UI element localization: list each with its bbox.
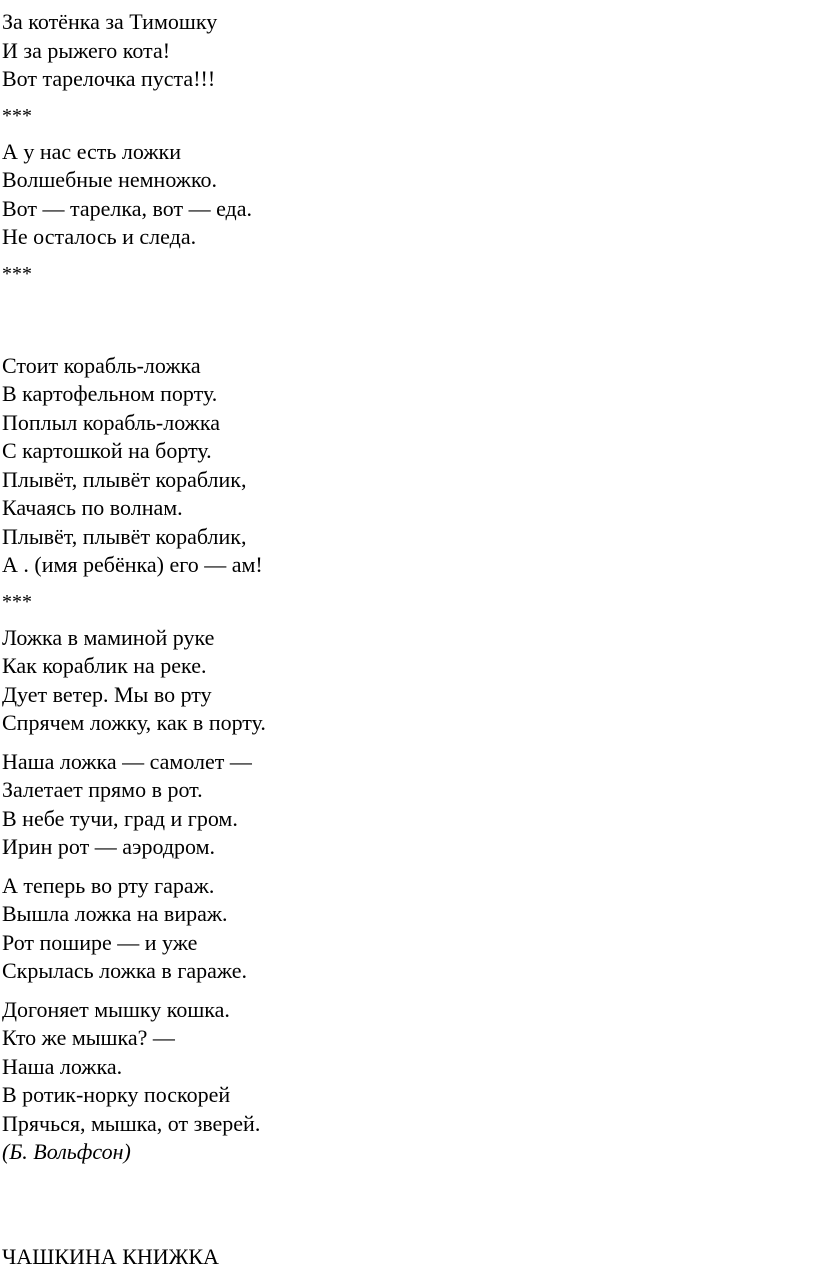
section-heading: ЧАШКИНА КНИЖКА: [2, 1243, 219, 1269]
author-attribution: (Б. Вольфсон): [2, 1139, 131, 1164]
poem-line: Скрылась ложка в гараже.: [2, 958, 248, 983]
poem-line: А . (имя ребёнка) его — ам!: [2, 552, 263, 577]
poem-line: Как кораблик на реке.: [2, 653, 207, 678]
poem-stanza: [2, 624, 802, 738]
poem-line: Качаясь по волнам.: [2, 495, 183, 520]
poem-stanza: [2, 872, 802, 986]
poem-line: Плывёт, плывёт кораблик,: [2, 523, 247, 549]
poem-line: Кто же мышка? —: [2, 1025, 175, 1050]
poem-line: Рот пошире — и уже: [2, 929, 198, 955]
poem-line: Стоит корабль-ложка: [2, 352, 201, 378]
document-page: [2, 8, 802, 1271]
poem-stanza: [2, 748, 802, 862]
poem-line: Спрячем ложку, как в порту.: [2, 710, 266, 735]
poem-line: Ирин рот — аэродром.: [2, 834, 216, 859]
poem-line: Вот тарелочка пуста!!!: [2, 66, 216, 91]
poem-line: С картошкой на борту.: [2, 438, 212, 463]
poem-line: Дует ветер. Мы во рту: [2, 681, 212, 707]
poem-line: Вышла ложка на вираж.: [2, 901, 228, 926]
separator: ***: [2, 104, 32, 127]
poem-line: Наша ложка — самолет —: [2, 748, 252, 774]
poem-line: В небе тучи, град и гром.: [2, 805, 238, 831]
poem-stanza: [2, 138, 802, 252]
poem-stanza: [2, 996, 802, 1139]
separator: ***: [2, 262, 32, 285]
poem-line: Вот — тарелка, вот — еда.: [2, 195, 253, 221]
poem-line: Наша ложка.: [2, 1053, 123, 1079]
poem-line: Догоняет мышку кошка.: [2, 996, 230, 1022]
poem-line: За котёнка за Тимошку: [2, 9, 218, 34]
poem-line: В картофельном порту.: [2, 381, 218, 406]
poem-line: Прячься, мышка, от зверей.: [2, 1110, 261, 1136]
poem-line: Не осталось и следа.: [2, 224, 197, 249]
poem-stanza: [2, 352, 802, 580]
poem-line: А теперь во рту гараж.: [2, 872, 215, 898]
poem-line: Ложка в маминой руке: [2, 624, 215, 650]
poem-line: Поплыл корабль-ложка: [2, 409, 220, 435]
separator: ***: [2, 590, 32, 613]
poem-line: В ротик-норку поскорей: [2, 1082, 231, 1107]
poem-line: И за рыжего кота!: [2, 37, 171, 63]
poem-line: Плывёт, плывёт кораблик,: [2, 466, 247, 492]
poem-stanza: [2, 8, 802, 94]
poem-line: А у нас есть ложки: [2, 138, 182, 164]
poem-line: Залетает прямо в рот.: [2, 777, 203, 802]
poem-line: Волшебные немножко.: [2, 167, 218, 192]
